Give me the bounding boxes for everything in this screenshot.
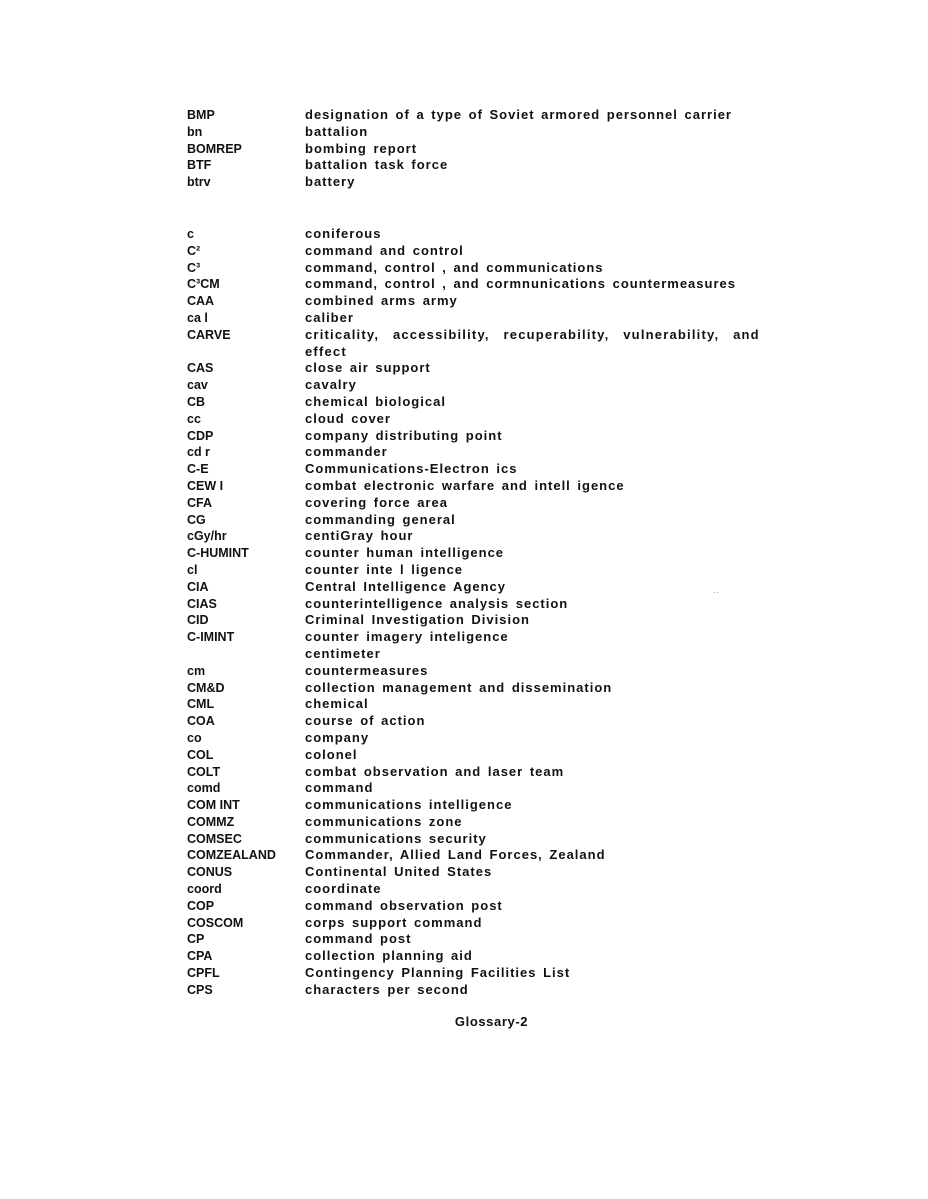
glossary-entry xyxy=(0,310,928,327)
glossary-definition: close air support xyxy=(305,360,431,376)
glossary-entry xyxy=(0,545,928,562)
glossary-abbreviation: COP xyxy=(187,898,215,913)
glossary-abbreviation: CML xyxy=(187,697,215,712)
glossary-entry xyxy=(0,276,928,293)
glossary-entry xyxy=(0,478,928,495)
glossary-entry xyxy=(0,629,928,646)
glossary-abbreviation: BTF xyxy=(187,158,212,173)
glossary-abbreviation: CAA xyxy=(187,294,215,309)
glossary-definition: counter imagery inteligence xyxy=(305,629,509,645)
glossary-entry xyxy=(0,124,928,141)
glossary-definition: countermeasures xyxy=(305,662,429,678)
glossary-definition: cloud cover xyxy=(305,410,391,426)
glossary-definition: combined arms army xyxy=(305,293,458,309)
glossary-abbreviation: C-IMINT xyxy=(187,630,235,645)
glossary-entry xyxy=(0,528,928,545)
glossary-abbreviation: BMP xyxy=(187,108,215,122)
glossary-entry xyxy=(0,965,928,982)
glossary-definition: centiGray hour xyxy=(305,528,414,544)
glossary-abbreviation: cGy/hr xyxy=(187,529,227,544)
glossary-group-b xyxy=(0,107,928,191)
glossary-abbreviation: CIAS xyxy=(187,596,217,611)
glossary-abbreviation: CARVE xyxy=(187,327,231,342)
glossary-abbreviation: co xyxy=(187,730,202,745)
glossary-abbreviation: CFA xyxy=(187,495,212,510)
glossary-abbreviation: btrv xyxy=(187,175,211,190)
glossary-entry xyxy=(0,360,928,377)
glossary-definition: coniferous xyxy=(305,226,382,241)
glossary-entry xyxy=(0,411,928,428)
glossary-entry xyxy=(0,226,928,243)
glossary-definition: battalion xyxy=(305,123,369,139)
glossary-abbreviation: coord xyxy=(187,882,222,897)
glossary-entry xyxy=(0,982,928,999)
glossary-entry xyxy=(0,293,928,310)
glossary-definition: battalion task force xyxy=(305,157,449,173)
glossary-entry xyxy=(0,107,928,124)
glossary-definition: designation of a type of Soviet armored personnel carrier xyxy=(305,107,732,122)
glossary-abbreviation: CPFL xyxy=(187,966,220,981)
glossary-entry xyxy=(0,612,928,629)
glossary-definition: Continental United States xyxy=(305,864,493,880)
glossary-definition: bombing report xyxy=(305,140,418,156)
glossary-abbreviation: C³ xyxy=(187,260,201,275)
glossary-definition: course of action xyxy=(305,713,426,729)
glossary-entry xyxy=(0,931,928,948)
glossary-entry xyxy=(0,663,928,680)
glossary-entry xyxy=(0,713,928,730)
glossary-entry xyxy=(0,428,928,445)
glossary-definition: combat electronic warfare and intell igence xyxy=(305,477,625,493)
glossary-abbreviation: CEW I xyxy=(187,478,224,493)
glossary-definition: command post xyxy=(305,931,412,947)
glossary-entry xyxy=(0,747,928,764)
glossary-entry xyxy=(0,260,928,277)
glossary-entry xyxy=(0,327,928,361)
glossary-definition: company distributing point xyxy=(305,427,503,443)
glossary-definition: criticality, accessibility, recuperability, vulnerability, and effect xyxy=(305,326,760,359)
glossary-definition: coordinate xyxy=(305,881,382,897)
glossary-definition: Contingency Planning Facilities List xyxy=(305,965,571,981)
glossary-definition: chemical xyxy=(305,696,369,712)
glossary-definition: characters per second xyxy=(305,981,469,997)
glossary-entry xyxy=(0,898,928,915)
glossary-definition: command, control , and communications xyxy=(305,259,604,275)
glossary-definition: Criminal Investigation Division xyxy=(305,612,530,628)
glossary-abbreviation: bn xyxy=(187,124,203,139)
glossary-definition: chemical biological xyxy=(305,393,446,409)
glossary-definition: collection management and dissemination xyxy=(305,679,613,695)
glossary-definition: covering force area xyxy=(305,494,448,510)
glossary-abbreviation: cd r xyxy=(187,445,210,460)
glossary-abbreviation: COL xyxy=(187,747,214,762)
glossary-entry xyxy=(0,915,928,932)
glossary-definition: centimeter xyxy=(305,645,381,661)
page-footer: Glossary-2 xyxy=(454,1014,529,1029)
glossary-definition: Communications-Electron ics xyxy=(305,461,518,477)
glossary-entry xyxy=(0,696,928,713)
glossary-definition: commander xyxy=(305,444,388,460)
glossary-entry xyxy=(0,141,928,158)
glossary-abbreviation: cm xyxy=(187,663,206,678)
glossary-abbreviation: C-HUMINT xyxy=(187,546,249,561)
glossary-abbreviation: c xyxy=(187,227,194,241)
glossary-entry xyxy=(0,512,928,529)
glossary-entry xyxy=(0,797,928,814)
glossary-definition: collection planning aid xyxy=(305,948,473,964)
glossary-definition: counter inte l ligence xyxy=(305,561,464,577)
glossary-entry xyxy=(0,847,928,864)
glossary-abbreviation: comd xyxy=(187,781,221,796)
glossary-entry xyxy=(0,646,928,663)
glossary-entry xyxy=(0,780,928,797)
glossary-definition: communications security xyxy=(305,830,487,846)
glossary-abbreviation: C² xyxy=(187,243,201,258)
glossary-definition: command and control xyxy=(305,242,464,258)
glossary-definition: counterintelligence analysis section xyxy=(305,595,569,611)
glossary-entry xyxy=(0,377,928,394)
glossary-abbreviation: COA xyxy=(187,714,215,729)
glossary-abbreviation: CIA xyxy=(187,579,209,594)
glossary-abbreviation: cav xyxy=(187,378,208,393)
glossary-group-c xyxy=(0,226,928,999)
glossary-definition: communications intelligence xyxy=(305,797,513,813)
glossary-abbreviation: cc xyxy=(187,411,201,426)
glossary-entry xyxy=(0,579,928,596)
glossary-entry xyxy=(0,174,928,191)
glossary-definition: battery xyxy=(305,174,356,190)
glossary-entry xyxy=(0,680,928,697)
glossary-entry xyxy=(0,814,928,831)
glossary-definition: commanding general xyxy=(305,511,456,527)
glossary-entry xyxy=(0,495,928,512)
glossary-entry xyxy=(0,562,928,579)
glossary-entry xyxy=(0,730,928,747)
stray-mark: .. xyxy=(713,586,720,595)
glossary-entry xyxy=(0,831,928,848)
glossary-entry xyxy=(0,948,928,965)
glossary-abbreviation: BOMREP xyxy=(187,141,242,156)
glossary-abbreviation: COM INT xyxy=(187,798,240,813)
glossary-entry xyxy=(0,596,928,613)
glossary-abbreviation: CAS xyxy=(187,361,214,376)
glossary-definition: corps support command xyxy=(305,914,483,930)
glossary-definition: company xyxy=(305,729,370,745)
glossary-definition: command, control , and cormnunications countermeasures xyxy=(305,276,736,292)
glossary-abbreviation: COMZEALAND xyxy=(187,848,276,863)
glossary-abbreviation: CDP xyxy=(187,428,214,443)
glossary-abbreviation: COSCOM xyxy=(187,915,244,930)
glossary-abbreviation: CID xyxy=(187,613,209,628)
glossary-entry xyxy=(0,243,928,260)
glossary-abbreviation: CPA xyxy=(187,949,213,964)
glossary-entry xyxy=(0,764,928,781)
glossary-abbreviation: CM&D xyxy=(187,680,225,695)
glossary-definition: colonel xyxy=(305,746,358,762)
glossary-abbreviation: C-E xyxy=(187,462,209,477)
glossary-entry xyxy=(0,444,928,461)
glossary-abbreviation: CPS xyxy=(187,982,213,997)
glossary-abbreviation: CONUS xyxy=(187,865,233,880)
glossary-definition: command observation post xyxy=(305,897,503,913)
glossary-abbreviation: COMSEC xyxy=(187,831,242,846)
glossary-abbreviation: C³CM xyxy=(187,277,220,292)
glossary-entry xyxy=(0,881,928,898)
glossary-entry xyxy=(0,461,928,478)
glossary-definition: counter human intelligence xyxy=(305,545,505,561)
glossary-abbreviation: ca l xyxy=(187,310,208,325)
glossary-abbreviation: CP xyxy=(187,932,205,947)
glossary-definition: caliber xyxy=(305,309,354,325)
glossary-entry xyxy=(0,394,928,411)
glossary-definition: Commander, Allied Land Forces, Zealand xyxy=(305,847,606,863)
glossary-definition: cavalry xyxy=(305,377,357,393)
glossary-abbreviation: COLT xyxy=(187,764,221,779)
glossary-entry xyxy=(0,157,928,174)
glossary-abbreviation: cl xyxy=(187,562,198,577)
glossary-abbreviation: COMMZ xyxy=(187,814,235,829)
glossary-definition: command xyxy=(305,780,374,796)
glossary-definition: communications zone xyxy=(305,813,463,829)
glossary-abbreviation: CG xyxy=(187,512,206,527)
glossary-entry xyxy=(0,864,928,881)
glossary-definition: Central Intelligence Agency xyxy=(305,578,507,594)
glossary-definition: combat observation and laser team xyxy=(305,763,565,779)
glossary-abbreviation: CB xyxy=(187,394,206,409)
